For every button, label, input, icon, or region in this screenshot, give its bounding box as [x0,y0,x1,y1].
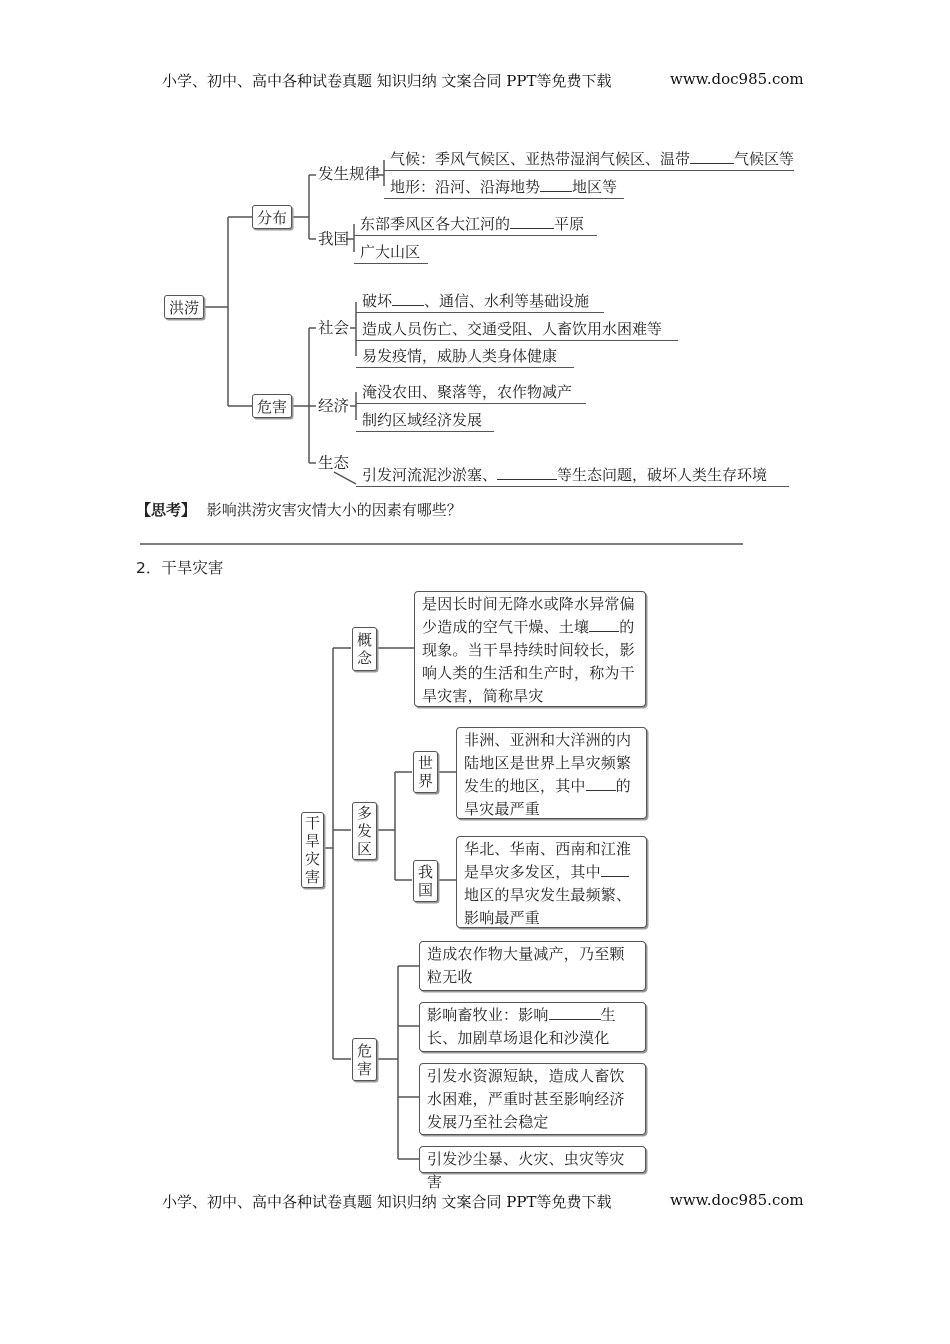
flood-society-item-2: 造成人员伤亡、交通受阻、人畜饮用水困难等 [356,318,678,341]
section-title: 2．干旱灾害 [136,559,224,577]
drought-root-node: 干 旱 灾 害 [301,812,324,888]
drought-harm-item-2: 影响畜牧业：影响 生长、加剧草场退化和沙漠化 [419,1002,646,1052]
flood-harm-node [252,394,292,418]
drought-concept-box: 是因长时间无降水或降水异常偏少造成的空气干燥、土壤 的现象。当干旱持续时间较长，影响人类的生活和生产时，称为干旱灾害，简称旱灾 [414,591,646,707]
answer-blank[interactable] [497,465,557,480]
flood-economy-item-1: 淹没农田、聚落等，农作物减产 [356,381,586,404]
flood-society-item-3: 易发疫情，威胁人类身体健康 [356,345,574,368]
flood-distribution-node [252,205,292,229]
flood-climate-item: 气候：季风气候区、亚热带湿润气候区、温带 气候区等 [384,148,794,171]
answer-blank[interactable] [589,617,619,632]
flood-china-item-2: 广大山区 [354,241,428,264]
answer-blank[interactable] [392,291,424,306]
page-header-text: 小学、初中、高中各种试卷真题 知识归纳 文案合同 PPT等免费下载 [162,72,612,90]
flood-china-label: 我国 [318,230,350,248]
flood-economy-label: 经济 [318,397,350,415]
flood-terrain-item: 地形：沿河、沿海地势 地区等 [384,176,624,199]
page-header-url[interactable]: www.doc985.com [670,70,804,88]
drought-harm-item-4: 引发沙尘暴、火灾、虫灾等灾害 [419,1146,646,1173]
drought-china-node: 我 国 [413,860,438,902]
answer-blank[interactable] [586,776,616,791]
answer-blank[interactable] [601,862,629,877]
answer-blank[interactable] [690,149,734,164]
drought-china-box: 华北、华南、西南和江淮是旱灾多发区，其中地区的旱灾发生最频繁、影响最严重 [456,836,647,928]
flood-root-node [164,295,204,319]
flood-ecology-item-1: 引发河流泥沙淤塞、 等生态问题，破坏人类生存环境 [356,464,789,487]
flood-society-label: 社会 [318,319,350,337]
drought-world-box: 非洲、亚洲和大洋洲的内陆地区是世界上旱灾频繁发生的地区，其中 的旱灾最严重 [456,727,647,819]
drought-concept-node: 概 念 [352,627,377,671]
flood-distribution-label: 分布 [256,208,287,227]
drought-areas-node: 多 发 区 [352,802,377,860]
flood-economy-item-2: 制约区域经济发展 [356,409,494,432]
answer-blank[interactable] [540,177,572,192]
flood-harm-label: 危害 [256,397,287,416]
drought-world-node: 世 界 [413,751,438,793]
think-question [136,499,462,520]
answer-blank[interactable] [510,214,554,229]
flood-society-item-1: 破坏 、通信、水利等基础设施 [356,290,604,313]
flood-root-label: 洪涝 [168,298,199,317]
think-tag: 【思考】 [136,501,197,519]
flood-ecology-label: 生态 [318,454,350,472]
flood-china-item-1: 东部季风区各大江河的 平原 [354,213,597,236]
answer-blank[interactable] [549,1005,601,1020]
think-text: 影响洪涝灾害灾情大小的因素有哪些？ [206,501,462,519]
flood-rule-label: 发生规律 [318,165,381,183]
drought-harm-item-3: 引发水资源短缺，造成人畜饮水困难，严重时甚至影响经济发展乃至社会稳定 [419,1063,646,1135]
drought-harm-item-1: 造成农作物大量减产，乃至颗粒无收 [419,941,646,991]
drought-harm-node: 危 害 [352,1038,377,1081]
page-footer-text: 小学、初中、高中各种试卷真题 知识归纳 文案合同 PPT等免费下载 [162,1193,612,1211]
page-footer-url[interactable]: www.doc985.com [670,1191,804,1209]
